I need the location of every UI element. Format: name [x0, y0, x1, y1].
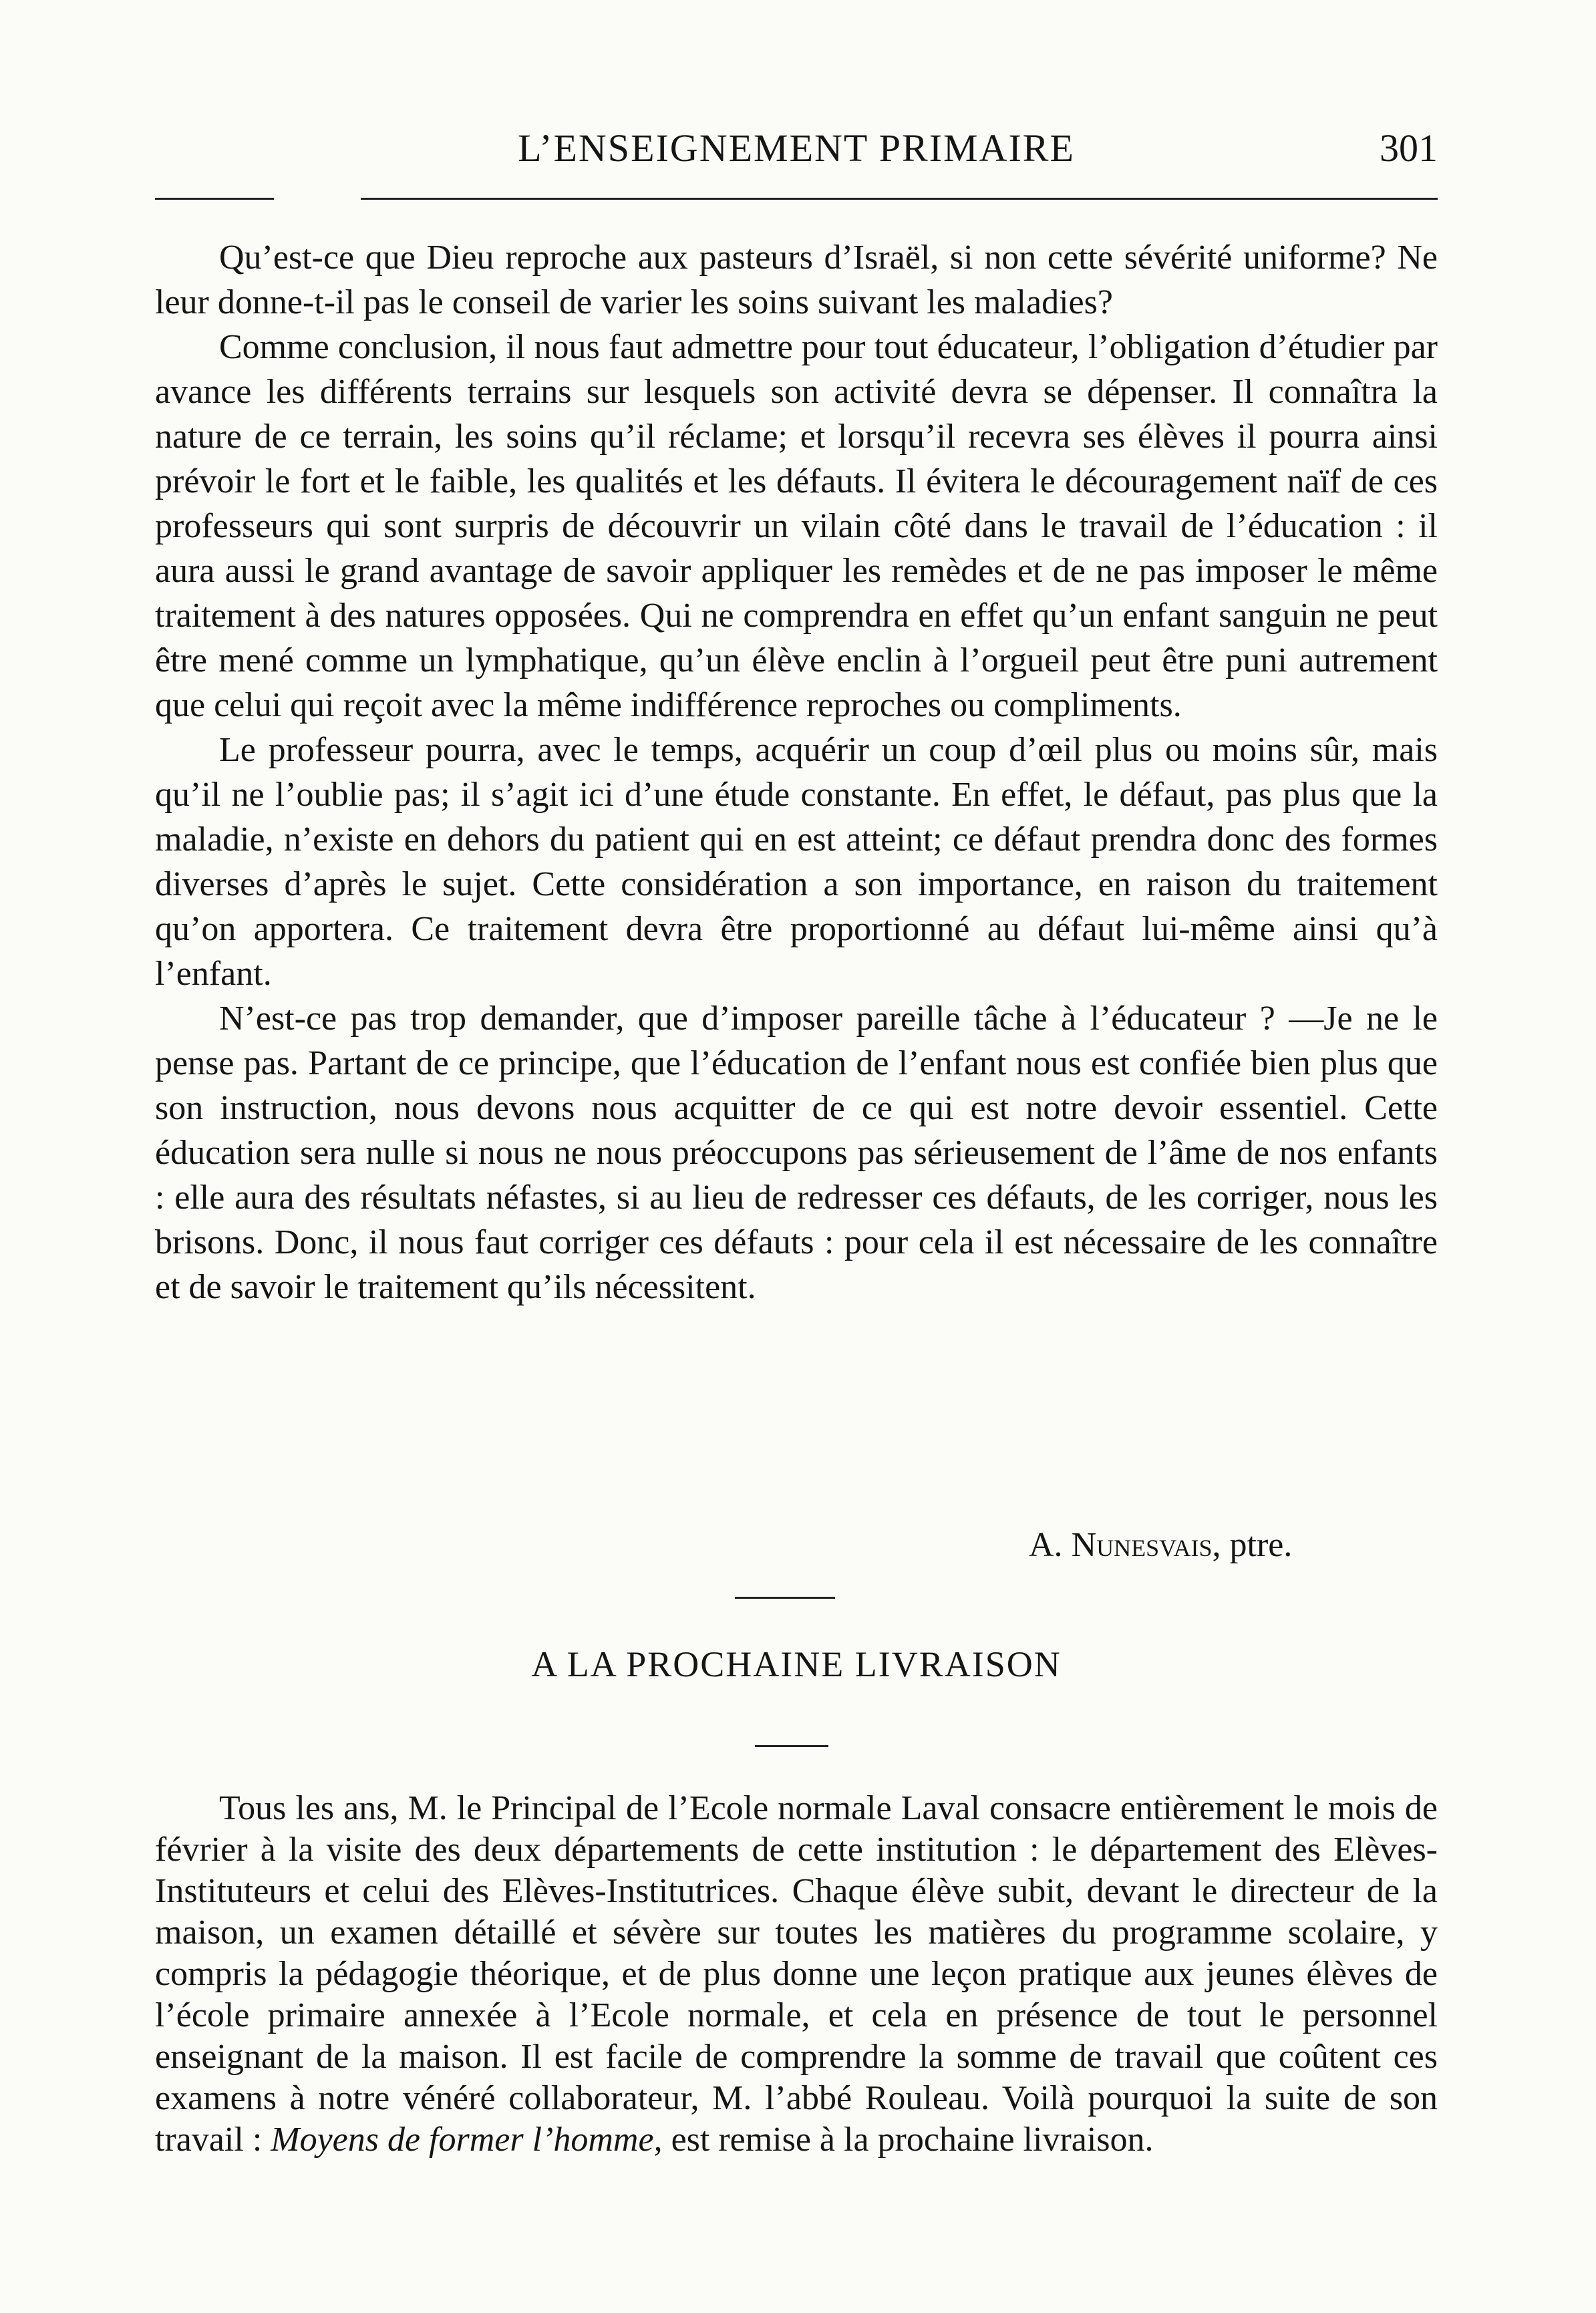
article-paragraph-3: Le professeur pourra, avec le temps, acquérir un coup d’œil plus ou moins sûr, mais qu’il ne l’oublie pas; il s’agit ici d’une étude constante. En effet, le défaut, pas plus que la maladie, n’existe en dehors du patient qui en est atteint; ce défaut prendra donc des formes diverses d’après le sujet. Cette considération a son importance, en raison du traitement qu’on apportera. Ce traitement devra être proportionné au défaut lui-même ainsi qu’à l’enfant. — [155, 731, 1438, 993]
section-divider-rule — [735, 1597, 835, 1599]
article-paragraph-1: Qu’est-ce que Dieu reproche aux pasteurs d’Israël, si non cette sévérité uniforme? Ne leur donne-t-il pas le conseil de varier les soins suivant les maladies? — [155, 239, 1438, 321]
author-signature — [1029, 1525, 1292, 1565]
signature-name: Nunesvais — [1071, 1526, 1213, 1564]
section-paragraph — [155, 1788, 1438, 2161]
section-paragraph-end: est remise à la prochaine livraison. — [662, 2121, 1154, 2159]
page-number: 301 — [1380, 126, 1438, 170]
article-body — [155, 235, 1438, 1309]
title-underline-rule — [755, 1745, 828, 1747]
header-rule-gap — [274, 196, 361, 202]
page-header — [155, 126, 1438, 186]
running-title: L’ENSEIGNEMENT PRIMAIRE — [518, 126, 1075, 170]
section-title: A LA PROCHAINE LIVRAISON — [531, 1644, 1062, 1684]
signature-suffix: , ptre. — [1212, 1526, 1293, 1564]
section-paragraph-start: Tous les ans, M. le Principal de l’Ecole normale Laval consacre entièrement le mois de février à la visite des deux départements de cette institution : le département des Elèves-Instituteurs et celui des Elèves-Institutrices. Chaque élève subit, devant le directeur de la maison, un examen détaillé et sévère sur toutes les matières du programme scolaire, y compris la pédagogie théorique, et de plus donne une leçon pratique aux jeunes élèves de l’école primaire annexée à l’Ecole normale, et cela en présence de tout le personnel enseignant de la maison. Il est facile de comprendre la somme de travail que coûtent ces examens à notre vénéré collaborateur, M. l’abbé Rouleau. Voilà pourquoi la suite de son travail : — [155, 1789, 1438, 2159]
section-paragraph-italic: Moyens de former l’homme, — [271, 2121, 663, 2159]
article-paragraph-4: N’est-ce pas trop demander, que d’imposer pareille tâche à l’éducateur ? —Je ne le pense pas. Partant de ce principe, que l’éducation de l’enfant nous est confiée bien plus que son instruction, nous devons nous acquitter de ce qui est notre devoir essentiel. Cette éducation sera nulle si nous ne nous préoccupons pas sérieusement de l’âme de nos enfants : elle aura des résultats néfastes, si au lieu de redresser ces défauts, de les corriger, nous les brisons. Donc, il nous faut corriger ces défauts : pour cela il est nécessaire de les connaître et de savoir le traitement qu’ils nécessitent. — [155, 999, 1438, 1306]
signature-initial: A. — [1029, 1526, 1063, 1564]
article-paragraph-2: Comme conclusion, il nous faut admettre pour tout éducateur, l’obligation d’étudier par avance les différents terrains sur lesquels son activité devra se dépenser. Il connaîtra la nature de ce terrain, les soins qu’il réclame; et lorsqu’il recevra ses élèves il pourra ainsi prévoir le fort et le faible, les qualités et les défauts. Il évitera le découragement naïf de ces professeurs qui sont surpris de découvrir un vilain côté dans le travail de l’éducation : il aura aussi le grand avantage de savoir appliquer les remèdes et de ne pas imposer le même traitement à des natures opposées. Qui ne comprendra en effet qu’un enfant sanguin ne peut être mené comme un lymphatique, qu’un élève enclin à l’orgueil peut être puni autrement que celui qui reçoit avec la même indifférence reproches ou compliments. — [155, 328, 1438, 724]
section-body — [155, 1788, 1438, 2161]
